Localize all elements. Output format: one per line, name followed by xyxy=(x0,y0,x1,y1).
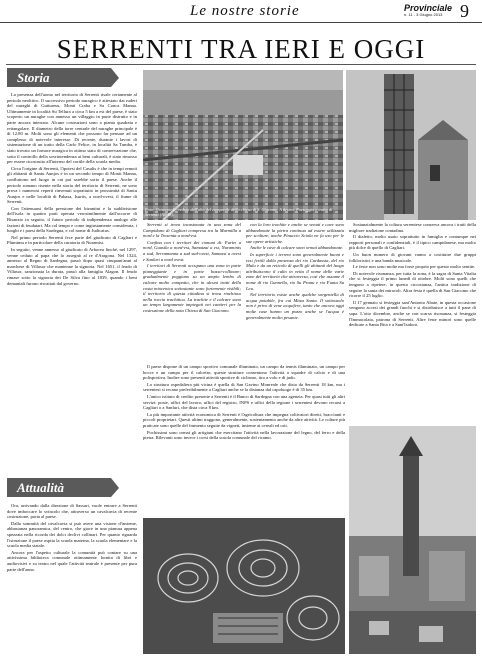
geography-paragraph: Confina con i territori dei comuni di: Furtei a nord, Guasila a nord-est, Samatzai a est, Nuraminis a sud, Serramanna a sud sud-ovest, Samassi a ovest e Sanluri a nord ovest. xyxy=(143,239,241,262)
page-header xyxy=(0,0,482,23)
town-rooftops-image xyxy=(349,426,476,654)
storia-text xyxy=(7,92,137,472)
traditions-paragraph: Le feste non sono molte ma forse proprio per questo molto sentite. xyxy=(353,264,476,270)
aerial-photo-caption: Foto: Orizzontale, veduta dall'alto del campanile della chiesa di S. Giacomo. A destra: Paesaggio e tratto di Serrenti (ANAS). xyxy=(145,207,333,217)
storia-label-bar xyxy=(7,68,111,87)
attualita-text xyxy=(7,503,137,653)
storia-label: Storia xyxy=(17,70,50,85)
geography-text xyxy=(143,222,241,360)
storia-paragraph: Con l'attenuarsi della pressione dei bizantini e la suddivisione dell'isola in quattro parti operata verosimilmente dall'accorre di Bisanzio in seguito, il futuro periodo di indipendenza analogo alle fazioni di feudatari. Ma col tempo e come ingiustamente considerata, i luoghi e i paesi della Sardegna, e col nome di Judicatus. xyxy=(7,205,137,234)
bell-tower-photo xyxy=(346,70,476,220)
aerial-town-image xyxy=(143,70,343,220)
territory-paragraph: Nel territorio esiste anche qualche sorgentella di acqua potabile, fra cui Mitza Santa. Il sottosuolo non è privo di vene acquifere, tanto che ancora oggi molte case hanno un pozzo anche se l'acqua è generalmente molto pesante. xyxy=(246,292,344,320)
aerial-photo xyxy=(143,70,343,220)
territory-paragraph: con la loro trachite e anche se venuti e cave sono abbandonate la pietra continua ad essere utilizzata per scolture, anche Pinuccio Sciola ne fa uso per le sue opere artistiche. xyxy=(246,222,344,244)
crafts-photo xyxy=(143,518,345,654)
storia-paragraph: Nel primo periodo Serrenti fece parte del giudicato di Cagliari e Plumimu e in particolare della curatoria di Nuramisi. xyxy=(7,234,137,246)
territory-text xyxy=(246,222,344,360)
bell-tower-image xyxy=(346,70,476,220)
attualita-paragraph: Dalla sommità del cavalcavia si può avere una visione d'insieme, abbastanza panoramica, del centro, che giace in una pianura appena spezzata nella ricorda dei dolci declivi collinari. Per quanto riguarda l'istruzione il paese ospita la scuola materna, la scuola elementare e la scuola media statale. xyxy=(7,520,137,549)
traditions-paragraph: Di notevole risonanza, per tutta la zona, è la sagra di Santa Vitalia che si festeggia il primo lunedì di ottobre. Molti sono quelli che tengono a ripetere, in questa circostanza, l'antica tradizione di seguire la santa dei miracoli. Altra festa è quella di San Giacomo che ricorre il 25 luglio. xyxy=(349,270,476,299)
traditions-paragraph: Il dialetto, molto usato soprattutto in famiglia e comunque nei rapporti personali e confidenziali, è il tipico campidanese, ma molto più dolce di quello di Cagliari. xyxy=(349,234,476,251)
storia-paragraph: In seguito, venne annesso al giudicato di Arborea finché, nel 1297, venne ceduto al papa che lo assegnò al re d'Aragona. Nel 1324, annesso al Regno di Sardegna, passò dopo quasi cinquant'anni al marchese di Villasor che mantenne la signoria. Nel 1651, il feudo di Villasor, sanzionata la durata, passò alla famiglia Alagon. Il feudo rimase sotto la signoria dei De Silva fino al 1839, quando i beni demaniali furono riscattati dal governo. xyxy=(7,247,137,286)
geography-paragraph: I territori di Serrenti occupano una zona in parte pianeggiante e in parte basso-collinare; gradualmente poggiano su un ampio lembo di calcare molto compatto, che in alcuni tratti della costa miocenica sottostante sono fortemente visibili; il territorio di questa cittadina si trova rinchiuso nella roccia trachitica. La trachite e il calcare sono un tempo largamente impiegati nei cantieri per la costruzione della nota Chiesa di San Giacomo. xyxy=(143,263,241,313)
services-paragraph: L'unico istituto di credito presente a Serrenti è il Banco di Sardegna con una agenzia. Per quasi tutti gli altri servizi: poste, uffici del lavoro, uffici del registro, INPS e uffici della regione i serrentesi devono recarsi a Cagliari o a Sanluri, che dista circa 8 km. xyxy=(143,393,345,411)
geography-paragraph: Serrenti si trova incastonata in una zona del Campidano di Cagliari compresa tra la Marmilla a nord e la Trexenta a nord-est. xyxy=(143,222,241,239)
woven-baskets-image xyxy=(143,518,345,654)
storia-paragraph: La presenza dell'uomo nel territorio di Serrenti risale certamente al periodo neolitico. Il successivo periodo nuragico è attestato dai ruderi del nuraghi di Guttureus, Monti Craba e Sa Conca Manna. Ultimamente in località Su Tellura a circa 5 km a est del paese, è stato scoperto un nuraghe con annesso un villaggio in parte distrutto e in parte ancora interrato. Alcune costruzioni sono a pianta quadrata e rettangolare. Il diametro della torre centrale del nuraghe principale è di 12,80 m. Molti sono gli elementi che possono far pensare ad un complesso di notevole interesse. Di recente, durante i lavori di sistemazione di un tratto della Carlo Felice, in località Sa Tumba, è stato trovato un fornace nuragica in ottimo stato di conservazione che, sotto il controllo della sovrintendenza ai beni culturali, è stato rimosso per essere ricostruito all'interno del cortile della scuola media. xyxy=(7,92,137,165)
storia-paragraph: Circa l'origine di Serrenti, l'ipotesi del Casalis è che in tempi remoti gli abitanti di Santu Aunjos e in un secondo tempo di Monti Manna, confluirono nel luogo in cui poi sarebbe sorto il paese. Anche il periodo romano risente nella storia del territorio di Serrenti, ne sono prova i numerosi reperti rinvenuti soprattutto in prossimità di Santu Aunjos e nelle località di Pabasa, Isurtis, a nord-ovest, il fiume di Serrenti. xyxy=(7,165,137,205)
services-paragraph: Il paese dispone di un campo sportivo comunale illuminato, un campo da tennis illuminato, un campo per bocce e un campo per il calcetto; queste strutture consentono l'attività a squadre di calcio e di una polisportiva. Inoltre sono presenti attività sportive di ciclismo, tiro a volo e di judo. xyxy=(143,364,345,381)
issue-date: n. 11 - 3 Giugno 2013 xyxy=(404,12,443,17)
brand-logo: Provinciale xyxy=(404,3,453,13)
town-view-photo xyxy=(349,426,476,654)
attualita-paragraph: Ora, arrivando dalla direzione di Sassari, vuole entrare a Serrenti dove imboccare lo svincolo che, attraverso un cavalcavia di recente costruzione, porta al paese. xyxy=(7,503,137,520)
section-title: Le nostre storie xyxy=(190,3,300,19)
services-text xyxy=(143,364,345,514)
headline: SERRENTI TRA IERI E OGGI xyxy=(56,34,426,64)
services-paragraph: La struttura ospedaliera più vicina è quella di San Gavino Monreale che dista da Serrenti 18 km, ma i serrentesi si recano preferibilmente a Cagliari anche se la distanza dal capoluogo è di 35 km. xyxy=(143,381,345,393)
territory-paragraph: In superficie i terreni sono generalmente buoni e resi fertili dalla presenza dei rio Cardassia, del rio Mulu e da un reticolo di quelli gli abitanti del luogo attribuiscono il culto in vetta il nome delle varie zone del territorio che attraversa, così che assume il nome di rio Gunnella, rio Su Pranu e rio Funta Su Leu. xyxy=(246,251,344,291)
services-paragraph: Pochissimi sono ormai gli artigiani che esercitano l'attività nella lavorazione del legno, del ferro e della pietra. Rilevanti sono invece i corsi della scuola comunale del ricamo. xyxy=(143,429,345,441)
attualita-label: Attualità xyxy=(17,480,64,495)
territory-paragraph: Anche le cave di calcare sono ormai abbandonate. xyxy=(250,245,344,251)
page-number: 9 xyxy=(460,1,469,21)
traditions-text xyxy=(349,222,476,422)
traditions-paragraph: Il 17 gennaio si festeggia sant'Antonio Abate, in questa occasione vengono accesi dei grandi fuochi e si distribuisce a tutti il pane di sapa. L'otto dicembre, anche se con scarsa risonanza, si festeggia l'Immacolata, patrona di Serrenti. Altre feste minori sono quelle dedicate a Santa Rita e a Sant'Isidoro. xyxy=(349,299,476,328)
traditions-paragraph: Sostanzialmente la coltura serrentese conserva ancora i tratti della migliore tradizione contadina. xyxy=(349,222,476,233)
services-paragraph: La più importante attività economica di Serrenti è l'agricoltura che impegna coltivatori diretti, braccianti e piccoli proprietari. Questi ultimi traggono, generalmente, sostentamento anche da altre attività. Le colture più praticate sono quelle del frumento seguite da vigneti, insieme ai cereali ed orti. xyxy=(143,411,345,428)
traditions-paragraph: Un buon numero di giovani vanno a costituire due gruppi folkloristici e una banda musicale. xyxy=(349,251,476,263)
headline-rule xyxy=(6,64,476,65)
attualita-paragraph: Ancora per l'aspetto culturale la comunità può contare su una attivissima biblioteca comunale ottimamente fornita di libri e audiovisivi e su teatro nel quale l'attività teatrale è presente per pura parte dell'anno. xyxy=(7,549,137,572)
attualita-label-bar xyxy=(7,478,111,497)
